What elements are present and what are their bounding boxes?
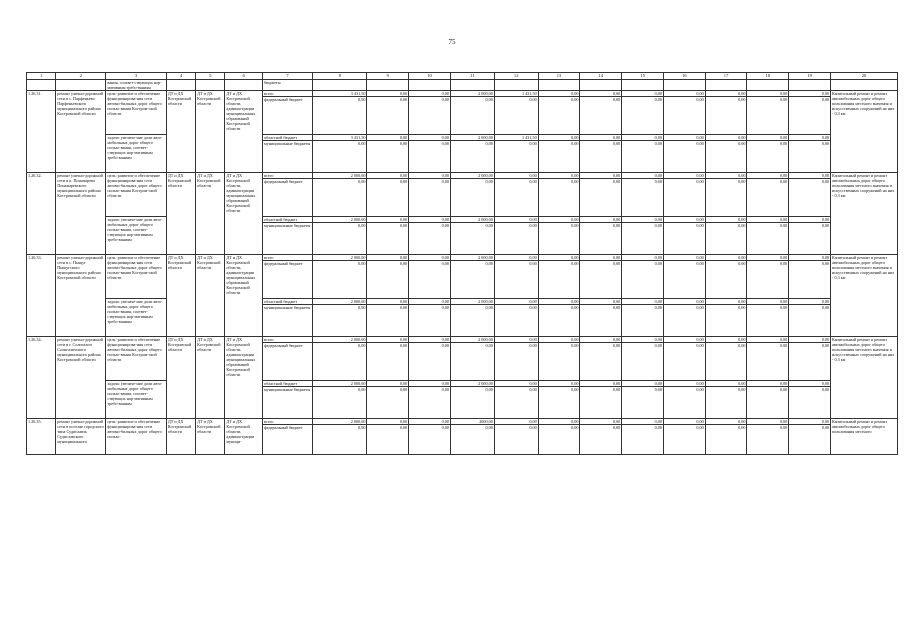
value-cell: 0,00 bbox=[789, 91, 831, 97]
value-cell: 0,00 bbox=[494, 261, 538, 299]
value-cell: 0,00 bbox=[450, 425, 494, 455]
value-cell: 0,00 bbox=[538, 97, 580, 135]
value-cell: 0,00 bbox=[494, 425, 538, 455]
budget-source-cell: всего bbox=[262, 91, 312, 97]
value-cell: 0,00 bbox=[663, 141, 705, 173]
value-cell: 0,00 bbox=[367, 387, 409, 419]
value-cell: 0,00 bbox=[580, 223, 622, 255]
value-cell: 0,00 bbox=[494, 97, 538, 135]
value-cell: 0,00 bbox=[494, 179, 538, 217]
value-cell: 0,00 bbox=[747, 91, 789, 97]
value-cell: 0,00 bbox=[367, 419, 409, 425]
coexecutor-cell: ДТ и ДХ Костромской области, администрации муниципальных образований Костромской области bbox=[225, 173, 263, 255]
value-cell: 0,00 bbox=[663, 381, 705, 387]
value-cell: 0,00 bbox=[580, 419, 622, 425]
value-cell: 0,00 bbox=[313, 97, 367, 135]
result-cell: Капитальный ремонт и ремонт автомобильных дорог общего пользования местного значения и искусственных сооружений на них - 0,3 км bbox=[831, 337, 898, 419]
value-cell: 0,00 bbox=[747, 343, 789, 381]
value-cell: 0,00 bbox=[409, 179, 451, 217]
coexecutor-cell: ДТ и ДХ Костромской области, администрации муници- bbox=[225, 419, 263, 455]
value-cell: 0,00 bbox=[663, 135, 705, 141]
value-cell: 0,00 bbox=[494, 343, 538, 381]
budget-source-cell: областной бюджет bbox=[262, 135, 312, 141]
value-cell: 0,00 bbox=[705, 97, 747, 135]
value-cell: 0,00 bbox=[538, 173, 580, 179]
value-cell: 0,00 bbox=[494, 305, 538, 337]
value-cell: 0,00 bbox=[538, 425, 580, 455]
value-cell: 2 000,00 bbox=[450, 299, 494, 305]
value-cell: 0,00 bbox=[538, 91, 580, 97]
row-number-cell: 1.26.35. bbox=[27, 419, 56, 455]
value-cell: 0,00 bbox=[409, 387, 451, 419]
value-cell: 0,00 bbox=[705, 261, 747, 299]
value-cell: 3 431,50 bbox=[313, 91, 367, 97]
header-cell: 18 bbox=[747, 73, 789, 80]
value-cell: 0,00 bbox=[789, 135, 831, 141]
goal-cell: цель: развитие и обеспечение функционирова-ния сети автомо-бильных дорог общего пользо-вания Костром-ской области bbox=[106, 91, 167, 135]
budget-source-cell: всего bbox=[262, 337, 312, 343]
value-cell: 2 000,00 bbox=[313, 255, 367, 261]
value-cell: 0,00 bbox=[409, 343, 451, 381]
value-cell: 0,00 bbox=[409, 381, 451, 387]
value-cell: 0,00 bbox=[663, 97, 705, 135]
value-cell: 0,00 bbox=[538, 179, 580, 217]
value-cell: 0,00 bbox=[622, 425, 664, 455]
value-cell: 2 000,00 bbox=[313, 173, 367, 179]
value-cell: 0,00 bbox=[747, 337, 789, 343]
value-cell: 0,00 bbox=[705, 305, 747, 337]
value-cell: 2 000,00 bbox=[313, 299, 367, 305]
value-cell: 1 431,50 bbox=[494, 91, 538, 97]
row-number-cell: 1.26.34. bbox=[27, 337, 56, 419]
page-number: 75 bbox=[448, 38, 456, 46]
value-cell: 0,00 bbox=[538, 141, 580, 173]
value-cell: 0,00 bbox=[622, 299, 664, 305]
value-cell: 0,00 bbox=[494, 387, 538, 419]
header-row bbox=[27, 73, 898, 80]
value-cell: 0,00 bbox=[367, 135, 409, 141]
budget-source-cell: федеральный бюджет bbox=[262, 261, 312, 299]
value-cell: 2 000,00 bbox=[450, 135, 494, 141]
value-cell: 0,00 bbox=[367, 305, 409, 337]
value-cell: 0,00 bbox=[622, 337, 664, 343]
value-cell: 0,00 bbox=[705, 337, 747, 343]
value-cell: 0,00 bbox=[367, 97, 409, 135]
value-cell: 0,00 bbox=[538, 135, 580, 141]
goal-cell: цель: развитие и обеспечение функционирова-ния сети автомо-бильных дорог общего пользо-вания Костром-ской области bbox=[106, 337, 167, 381]
value-cell: 0,00 bbox=[705, 299, 747, 305]
value-cell: 0,00 bbox=[747, 387, 789, 419]
value-cell: 0,00 bbox=[580, 305, 622, 337]
header-cell: 12 bbox=[494, 73, 538, 80]
value-cell: 0,00 bbox=[622, 305, 664, 337]
value-cell: 0,00 bbox=[747, 425, 789, 455]
value-cell: 0,00 bbox=[789, 223, 831, 255]
budget-source-cell: областной бюджет bbox=[262, 217, 312, 223]
value-cell: 0,00 bbox=[494, 173, 538, 179]
value-cell: 2 000,00 bbox=[450, 217, 494, 223]
value-cell: 0,00 bbox=[409, 305, 451, 337]
value-cell: 2 000,00 bbox=[450, 337, 494, 343]
value-cell: 0,00 bbox=[622, 173, 664, 179]
budget-source-cell: федеральный бюджет bbox=[262, 97, 312, 135]
program-table bbox=[26, 72, 898, 455]
value-cell: 0,00 bbox=[663, 299, 705, 305]
value-cell: 0,00 bbox=[367, 343, 409, 381]
value-cell: 0,00 bbox=[367, 299, 409, 305]
value-cell: 0,00 bbox=[367, 141, 409, 173]
value-cell: 0,00 bbox=[622, 343, 664, 381]
goal-cell: цель: развитие и обеспечение функционирова-ния сети автомо-бильных дорог общего пользо- bbox=[106, 419, 167, 455]
activity-name-cell: ремонт улично-дорожной сети в с. Пыщуг Пыщугского муниципального района Костромской области bbox=[56, 255, 106, 337]
value-cell: 0,00 bbox=[663, 261, 705, 299]
value-cell: 0,00 bbox=[409, 217, 451, 223]
value-cell: 0,00 bbox=[367, 425, 409, 455]
budget-source-cell: федеральный бюджет bbox=[262, 179, 312, 217]
value-cell: 0,00 bbox=[622, 261, 664, 299]
header-cell: 2 bbox=[56, 73, 106, 80]
value-cell: 0,00 bbox=[580, 135, 622, 141]
value-cell: 0,00 bbox=[747, 299, 789, 305]
executor-cell: ДТ и ДХ Костромской области bbox=[196, 173, 225, 255]
value-cell: 0,00 bbox=[450, 97, 494, 135]
value-cell: 0,00 bbox=[313, 305, 367, 337]
executor-cell: ДТ и ДХ Костромской области bbox=[166, 91, 195, 173]
value-cell: 0,00 bbox=[409, 299, 451, 305]
value-cell: 0,00 bbox=[367, 337, 409, 343]
header-cell: 6 bbox=[225, 73, 263, 80]
value-cell: 0,00 bbox=[622, 141, 664, 173]
value-cell: 0,00 bbox=[789, 255, 831, 261]
value-cell: 0,00 bbox=[789, 419, 831, 425]
value-cell: 2 000,00 bbox=[450, 255, 494, 261]
value-cell: 2 000,00 bbox=[313, 337, 367, 343]
row-number-cell: 1.26.33. bbox=[27, 255, 56, 337]
value-cell: 0,00 bbox=[313, 223, 367, 255]
value-cell: 0,00 bbox=[705, 173, 747, 179]
value-cell: 0,00 bbox=[409, 261, 451, 299]
value-cell: 0,00 bbox=[450, 141, 494, 173]
value-cell: 0,00 bbox=[663, 305, 705, 337]
value-cell: 0,00 bbox=[313, 387, 367, 419]
value-cell: 0,00 bbox=[580, 387, 622, 419]
value-cell: 0,00 bbox=[580, 141, 622, 173]
value-cell: 2 000,00 bbox=[313, 381, 367, 387]
value-cell: 0,00 bbox=[450, 223, 494, 255]
value-cell: 0,00 bbox=[747, 141, 789, 173]
value-cell: 0,00 bbox=[450, 179, 494, 217]
value-cell: 0,00 bbox=[622, 179, 664, 217]
value-cell: 0,00 bbox=[494, 141, 538, 173]
value-cell: 0,00 bbox=[789, 381, 831, 387]
result-cell: Капитальный ремонт и ремонт автомобильных дорог общего пользования местного bbox=[831, 419, 898, 455]
header-cell: 5 bbox=[196, 73, 225, 80]
value-cell: 0,00 bbox=[580, 343, 622, 381]
value-cell: 2 000,00 bbox=[450, 91, 494, 97]
header-cell: 19 bbox=[789, 73, 831, 80]
executor-cell: ДТ и ДХ Костромской области bbox=[196, 91, 225, 173]
value-cell: 0,00 bbox=[747, 173, 789, 179]
value-cell: 0,00 bbox=[313, 425, 367, 455]
header-cell: 15 bbox=[622, 73, 664, 80]
value-cell: 0,00 bbox=[538, 419, 580, 425]
value-cell: 0,00 bbox=[663, 173, 705, 179]
header-cell: 20 bbox=[831, 73, 898, 80]
value-cell: 2 000,00 bbox=[450, 173, 494, 179]
value-cell: 1 431,50 bbox=[494, 135, 538, 141]
value-cell: 0,00 bbox=[409, 419, 451, 425]
value-cell: 0,00 bbox=[789, 425, 831, 455]
value-cell: 0,00 bbox=[663, 387, 705, 419]
value-cell: 0,00 bbox=[747, 305, 789, 337]
activity-name-cell: ремонт улично-дорожной сети в г. Солигалич Солигаличского муниципального района Костромской области bbox=[56, 337, 106, 419]
value-cell: 0,00 bbox=[313, 141, 367, 173]
value-cell: 0,00 bbox=[580, 97, 622, 135]
value-cell: 0,00 bbox=[367, 381, 409, 387]
value-cell: 0,00 bbox=[747, 135, 789, 141]
value-cell: 0,00 bbox=[367, 223, 409, 255]
value-cell: 0,00 bbox=[705, 223, 747, 255]
value-cell: 0,00 bbox=[494, 299, 538, 305]
coexecutor-cell: ДТ и ДХ Костромской области, администрации муниципальных образований Костромской области bbox=[225, 255, 263, 337]
value-cell: 0,00 bbox=[313, 179, 367, 217]
value-cell: 0,00 bbox=[367, 261, 409, 299]
value-cell: 0,00 bbox=[409, 91, 451, 97]
header-cell: 11 bbox=[450, 73, 494, 80]
value-cell: 0,00 bbox=[789, 261, 831, 299]
value-cell: 0,00 bbox=[450, 305, 494, 337]
value-cell: 0,00 bbox=[367, 91, 409, 97]
value-cell: 0,00 bbox=[789, 343, 831, 381]
value-cell: 0,00 bbox=[367, 255, 409, 261]
value-cell: 0,00 bbox=[313, 343, 367, 381]
value-cell: 0,00 bbox=[622, 217, 664, 223]
value-cell: 0,00 bbox=[367, 179, 409, 217]
goal-cell: цель: развитие и обеспечение функционирова-ния сети автомо-бильных дорог общего пользо-вания Костром-ской области bbox=[106, 255, 167, 299]
budget-source-cell: муниципальные бюджеты bbox=[262, 305, 312, 337]
task-cell: задача: увеличе-ние доли авто-мобильных дорог общего пользо-вания, соответ-ствующих нор-мативным требо-ваниям bbox=[106, 381, 167, 419]
value-cell: 0,00 bbox=[789, 97, 831, 135]
value-cell: 0,00 bbox=[580, 261, 622, 299]
value-cell: 0,00 bbox=[705, 255, 747, 261]
value-cell: 0,00 bbox=[450, 387, 494, 419]
value-cell: 0,00 bbox=[663, 91, 705, 97]
value-cell: 0,00 bbox=[663, 343, 705, 381]
value-cell: 0,00 bbox=[789, 299, 831, 305]
value-cell: 2 000,00 bbox=[313, 217, 367, 223]
value-cell: 0,00 bbox=[747, 179, 789, 217]
header-cell: 3 bbox=[106, 73, 167, 80]
value-cell: 0,00 bbox=[580, 425, 622, 455]
value-cell: 0,00 bbox=[367, 217, 409, 223]
budget-source-cell: муниципальные бюджеты bbox=[262, 141, 312, 173]
header-cell: 17 bbox=[705, 73, 747, 80]
value-cell: 0,00 bbox=[705, 343, 747, 381]
executor-cell: ДТ и ДХ Костромской области bbox=[166, 337, 195, 419]
task-cell: задача: увеличе-ние доли авто-мобильных дорог общего пользо-вания, соответ-ствующих нор-мативным требо-ваниям bbox=[106, 217, 167, 255]
value-cell: 0,00 bbox=[622, 419, 664, 425]
value-cell: 0,00 bbox=[747, 97, 789, 135]
task-cell: задача: увеличе-ние доли авто-мобильных дорог общего пользо-вания, соответ-ствующих нор-мативным требо-ваниям bbox=[106, 135, 167, 173]
value-cell: 0,00 bbox=[663, 337, 705, 343]
activity-name-cell: ремонт улично-дорожной сети в поселке городского типа Судиславль Судиславского муниципального bbox=[56, 419, 106, 455]
budget-source-cell: всего bbox=[262, 255, 312, 261]
header-cell: 13 bbox=[538, 73, 580, 80]
header-cell: 7 bbox=[262, 73, 312, 80]
budget-source-cell: федеральный бюджет bbox=[262, 343, 312, 381]
value-cell: 0,00 bbox=[580, 173, 622, 179]
value-cell: 0,00 bbox=[663, 179, 705, 217]
value-cell: 0,00 bbox=[367, 173, 409, 179]
row-number-cell: 1.26.32. bbox=[27, 173, 56, 255]
value-cell: 3 431,50 bbox=[313, 135, 367, 141]
header-cell: 14 bbox=[580, 73, 622, 80]
value-cell: 0,00 bbox=[663, 425, 705, 455]
value-cell: 2 000,00 bbox=[313, 419, 367, 425]
value-cell: 0,00 bbox=[494, 419, 538, 425]
value-cell: 0,00 bbox=[663, 255, 705, 261]
header-cell: 4 bbox=[166, 73, 195, 80]
value-cell: 0,00 bbox=[747, 261, 789, 299]
value-cell: 0,00 bbox=[705, 387, 747, 419]
budget-source-cell: муниципальные бюджеты bbox=[262, 387, 312, 419]
value-cell: 0,00 bbox=[538, 387, 580, 419]
value-cell: 0,00 bbox=[409, 173, 451, 179]
value-cell: 0,00 bbox=[789, 337, 831, 343]
tail-task-cell: вания, соответ-ствующих нор-мативным требо-ваниям bbox=[106, 80, 167, 91]
row-number-cell: 1.26.31. bbox=[27, 91, 56, 173]
value-cell: 0,00 bbox=[747, 223, 789, 255]
value-cell: 0,00 bbox=[663, 419, 705, 425]
goal-cell: цель: развитие и обеспечение функционирова-ния сети автомо-бильных дорог общего пользо-вания Костром-ской области bbox=[106, 173, 167, 217]
value-cell: 0,00 bbox=[705, 91, 747, 97]
value-cell: 0,00 bbox=[663, 223, 705, 255]
result-cell: Капитальный ремонт и ремонт автомобильных дорог общего пользования местного значения и искусственных сооружений на них - 0,3 км bbox=[831, 255, 898, 337]
result-cell: Капитальный ремонт и ремонт автомобильных дорог общего пользования местного значения и искусственных сооружений на них - 0,3 км bbox=[831, 91, 898, 173]
value-cell: 0,00 bbox=[450, 343, 494, 381]
value-cell: 0,00 bbox=[409, 425, 451, 455]
value-cell: 0,00 bbox=[622, 135, 664, 141]
value-cell: 0,00 bbox=[622, 381, 664, 387]
value-cell: 0,00 bbox=[494, 255, 538, 261]
value-cell: 0,00 bbox=[538, 217, 580, 223]
activity-name-cell: ремонт улично-дорожной сети в с. Парфеньево Парфеньевского муниципального района Костромской области bbox=[56, 91, 106, 173]
value-cell: 0,00 bbox=[538, 261, 580, 299]
executor-cell: ДТ и ДХ Костромской области bbox=[166, 255, 195, 337]
value-cell: 0,00 bbox=[580, 381, 622, 387]
value-cell: 0,00 bbox=[747, 419, 789, 425]
value-cell: 0,00 bbox=[622, 223, 664, 255]
value-cell: 0,00 bbox=[789, 217, 831, 223]
value-cell: 0,00 bbox=[580, 179, 622, 217]
value-cell: 0,00 bbox=[705, 179, 747, 217]
value-cell: 0,00 bbox=[494, 223, 538, 255]
value-cell: 0,00 bbox=[494, 337, 538, 343]
budget-source-cell: федеральный бюджет bbox=[262, 425, 312, 455]
value-cell: 0,00 bbox=[494, 217, 538, 223]
value-cell: 0,00 bbox=[705, 141, 747, 173]
header-cell: 9 bbox=[367, 73, 409, 80]
budget-source-cell: муниципальные бюджеты bbox=[262, 223, 312, 255]
value-cell: 0,00 bbox=[622, 97, 664, 135]
value-cell: 0,00 bbox=[580, 255, 622, 261]
task-cell: задача: увеличе-ние доли авто-мобильных дорог общего пользо-вания, соответ-ствующих нор-мативным требо-ваниям bbox=[106, 299, 167, 337]
value-cell: 0,00 bbox=[705, 381, 747, 387]
executor-cell: ДТ и ДХ Костромской области bbox=[166, 173, 195, 255]
value-cell: 2000,00 bbox=[450, 419, 494, 425]
value-cell: 0,00 bbox=[538, 299, 580, 305]
value-cell: 0,00 bbox=[538, 305, 580, 337]
value-cell: 0,00 bbox=[450, 261, 494, 299]
executor-cell: ДТ и ДХ Костромской области bbox=[166, 419, 195, 455]
value-cell: 0,00 bbox=[409, 337, 451, 343]
header-cell: 8 bbox=[313, 73, 367, 80]
value-cell: 0,00 bbox=[409, 135, 451, 141]
coexecutor-cell: ДТ и ДХ Костромской области, администрации муниципальных образований Костромской области bbox=[225, 337, 263, 419]
value-cell: 0,00 bbox=[705, 135, 747, 141]
value-cell: 0,00 bbox=[705, 217, 747, 223]
value-cell: 0,00 bbox=[580, 337, 622, 343]
value-cell: 0,00 bbox=[705, 419, 747, 425]
value-cell: 0,00 bbox=[538, 223, 580, 255]
coexecutor-cell: ДТ и ДХ Костромской области, администрации муниципальных образований Костромской области bbox=[225, 91, 263, 173]
value-cell: 0,00 bbox=[622, 91, 664, 97]
value-cell: 0,00 bbox=[313, 261, 367, 299]
executor-cell: ДТ и ДХ Костромской области bbox=[196, 419, 225, 455]
value-cell: 0,00 bbox=[747, 217, 789, 223]
value-cell: 0,00 bbox=[622, 387, 664, 419]
budget-source-cell: всего bbox=[262, 173, 312, 179]
header-cell: 10 bbox=[409, 73, 451, 80]
activity-name-cell: ремонт улично-дорожной сети в п. Поназырево Поназыревского муниципального района Костромской области bbox=[56, 173, 106, 255]
budget-source-cell: всего bbox=[262, 419, 312, 425]
value-cell: 0,00 bbox=[409, 255, 451, 261]
value-cell: 0,00 bbox=[409, 141, 451, 173]
value-cell: 0,00 bbox=[789, 141, 831, 173]
header-cell: 16 bbox=[663, 73, 705, 80]
value-cell: 0,00 bbox=[789, 173, 831, 179]
budget-source-cell: областной бюджет bbox=[262, 299, 312, 305]
value-cell: 0,00 bbox=[538, 255, 580, 261]
value-cell: 0,00 bbox=[580, 299, 622, 305]
value-cell: 2 000,00 bbox=[450, 381, 494, 387]
value-cell: 0,00 bbox=[580, 91, 622, 97]
result-cell: Капитальный ремонт и ремонт автомобильных дорог общего пользования местного значения и искусственных сооружений на них - 0,3 км bbox=[831, 173, 898, 255]
value-cell: 0,00 bbox=[705, 425, 747, 455]
value-cell: 0,00 bbox=[747, 255, 789, 261]
executor-cell: ДТ и ДХ Костромской области bbox=[196, 255, 225, 337]
executor-cell: ДТ и ДХ Костромской области bbox=[196, 337, 225, 419]
value-cell: 0,00 bbox=[538, 337, 580, 343]
value-cell: 0,00 bbox=[580, 217, 622, 223]
value-cell: 0,00 bbox=[494, 381, 538, 387]
value-cell: 0,00 bbox=[747, 381, 789, 387]
value-cell: 0,00 bbox=[789, 305, 831, 337]
budget-source-cell: областной бюджет bbox=[262, 381, 312, 387]
value-cell: 0,00 bbox=[538, 343, 580, 381]
value-cell: 0,00 bbox=[663, 217, 705, 223]
value-cell: 0,00 bbox=[409, 223, 451, 255]
value-cell: 0,00 bbox=[789, 387, 831, 419]
value-cell: 0,00 bbox=[409, 97, 451, 135]
tail-budget-cell: бюджеты bbox=[262, 80, 312, 91]
value-cell: 0,00 bbox=[538, 381, 580, 387]
value-cell: 0,00 bbox=[789, 179, 831, 217]
header-cell: 1 bbox=[27, 73, 56, 80]
value-cell: 0,00 bbox=[622, 255, 664, 261]
top-tail-row bbox=[27, 80, 898, 91]
